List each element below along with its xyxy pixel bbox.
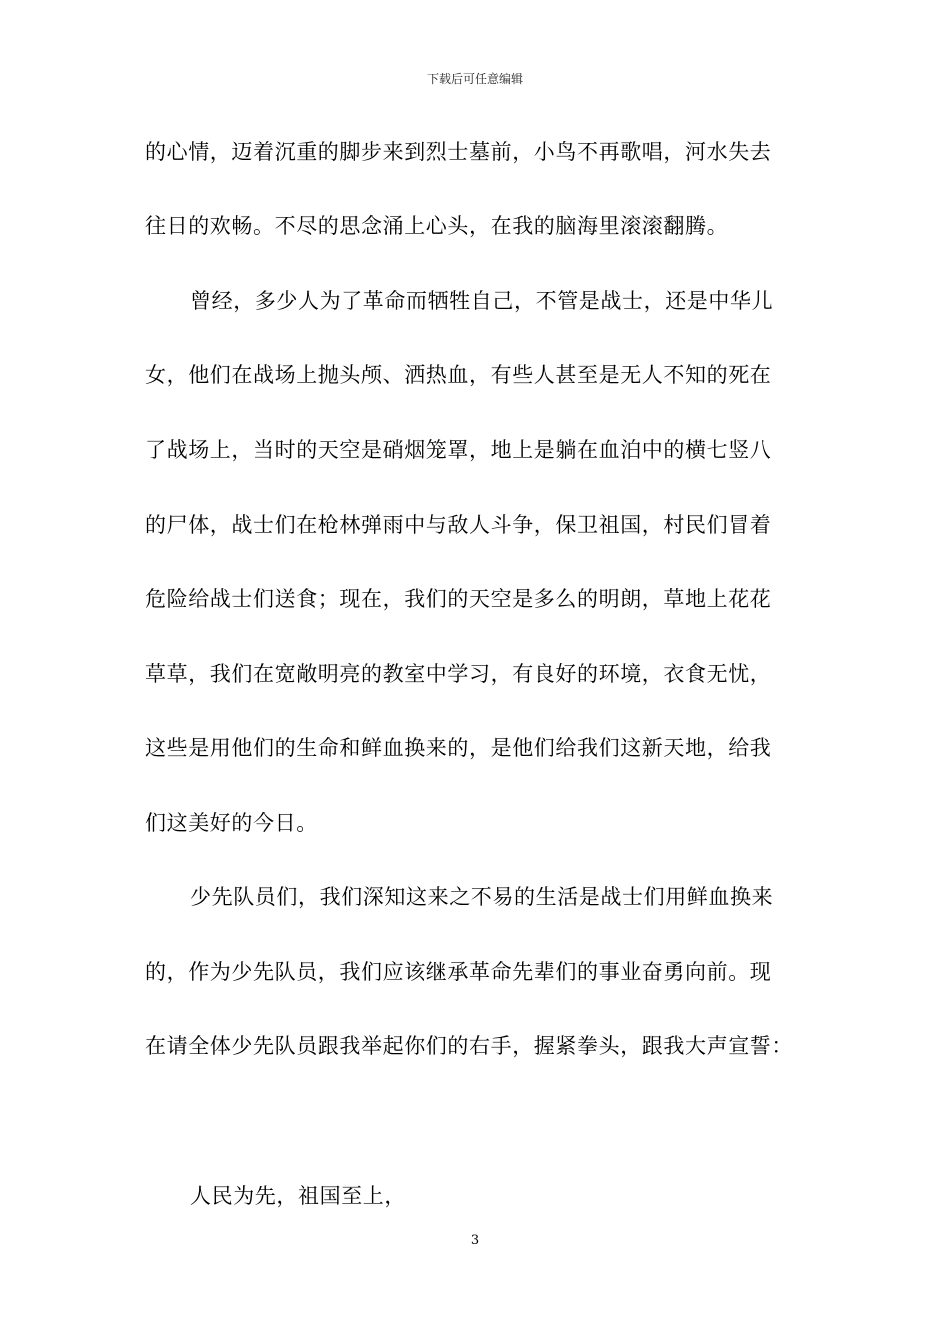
body-line: 们这美好的今日。 (145, 811, 318, 835)
header-note: 下载后可任意编辑 (426, 72, 523, 86)
body-line: 往日的欢畅。不尽的思念涌上心头，在我的脑海里滚滚翻腾。 (145, 214, 729, 238)
body-line: 这些是用他们的生命和鲜血换来的，是他们给我们这新天地，给我 (145, 736, 772, 760)
page-number: 3 (470, 1233, 480, 1248)
body-line: 危险给战士们送食；现在，我们的天空是多么的明朗，草地上花花 (145, 587, 772, 611)
body-line: 草草，我们在宽敞明亮的教室中学习，有良好的环境，衣食无忧， (145, 662, 772, 686)
body-line: 的，作为少先队员，我们应该继承革命先辈们的事业奋勇向前。现 (145, 960, 772, 984)
body-line: 的心情，迈着沉重的脚步来到烈士墓前，小鸟不再歌唱，河水失去 (145, 140, 772, 164)
oath-line: 人民为先，祖国至上， (190, 1184, 406, 1208)
body-line: 在请全体少先队员跟我举起你们的右手，握紧拳头，跟我大声宣誓： (145, 1034, 793, 1058)
body-line: 女，他们在战场上抛头颅、洒热血，有些人甚至是无人不知的死在 (145, 363, 772, 387)
body-line: 了战场上，当时的天空是硝烟笼罩，地上是躺在血泊中的横七竖八 (145, 438, 772, 462)
paragraph-start-line: 少先队员们，我们深知这来之不易的生活是战士们用鲜血换来 (190, 885, 774, 909)
paragraph-start-line: 曾经，多少人为了革命而牺牲自己，不管是战士，还是中华儿 (190, 289, 774, 313)
body-line: 的尸体，战士们在枪林弹雨中与敌人斗争，保卫祖国，村民们冒着 (145, 513, 772, 537)
